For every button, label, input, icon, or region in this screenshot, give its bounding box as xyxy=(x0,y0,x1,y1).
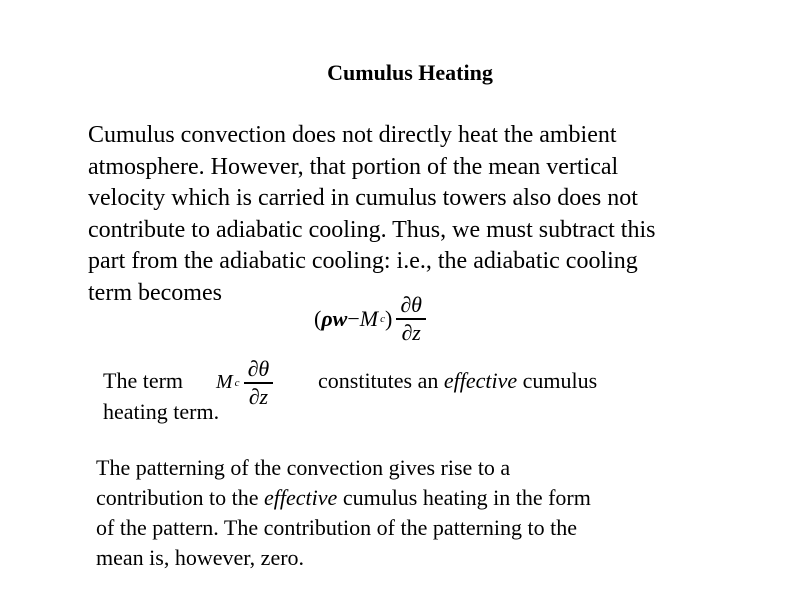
text-segment: cumulus heating in the form xyxy=(342,485,591,510)
eq-minus: − xyxy=(347,305,360,331)
eq-fraction xyxy=(396,292,426,346)
eq-mass-flux: M xyxy=(359,305,379,331)
paragraph-line: of the pattern. The contribution of the patterning to the xyxy=(96,515,578,540)
paragraph-line: mean is, however, zero. xyxy=(96,545,305,570)
paragraph-line: The patterning of the convection gives rise to a xyxy=(96,455,511,480)
eq-denominator: ∂z xyxy=(401,319,421,345)
paragraph-line: Cumulus convection does not directly heat the ambient xyxy=(88,122,617,148)
eq-mass-flux: M xyxy=(216,371,233,394)
term-description xyxy=(318,368,597,394)
text-segment: cumulus xyxy=(522,368,598,393)
emphasis-effective: effective xyxy=(264,485,338,510)
eq-open-paren: ( xyxy=(314,305,322,331)
eq-subscript: c xyxy=(380,312,385,325)
paragraph-patterning xyxy=(96,453,776,573)
text-segment: contribution to the xyxy=(96,485,259,510)
paragraph-line: atmosphere. However, that portion of the mean vertical xyxy=(88,153,619,180)
term-label: The term xyxy=(103,368,184,393)
eq-numerator: ∂θ xyxy=(247,356,270,381)
eq-fraction xyxy=(244,356,274,410)
text-segment: constitutes an xyxy=(318,368,439,393)
eq-rho-w: ρw xyxy=(321,305,348,331)
paragraph-intro xyxy=(88,120,768,309)
paragraph-line: term becomes xyxy=(88,279,222,306)
equation-heating-term xyxy=(216,356,273,410)
paragraph-line: contribute to adiabatic cooling. Thus, we must subtract this xyxy=(88,216,656,243)
paragraph-line: velocity which is carried in cumulus towers also does not xyxy=(88,185,638,211)
term-description-line2: heating term. xyxy=(103,399,220,424)
paragraph-line xyxy=(96,483,776,513)
slide-title: Cumulus Heating xyxy=(327,60,493,85)
eq-denominator: ∂z xyxy=(248,383,269,409)
eq-subscript: c xyxy=(234,376,240,389)
equation-adiabatic-cooling xyxy=(314,292,426,346)
eq-numerator: ∂θ xyxy=(400,292,422,317)
paragraph-line: part from the adiabatic cooling: i.e., the adiabatic cooling xyxy=(88,248,638,274)
eq-close-paren: ) xyxy=(384,305,393,331)
emphasis-effective: effective xyxy=(443,368,518,393)
